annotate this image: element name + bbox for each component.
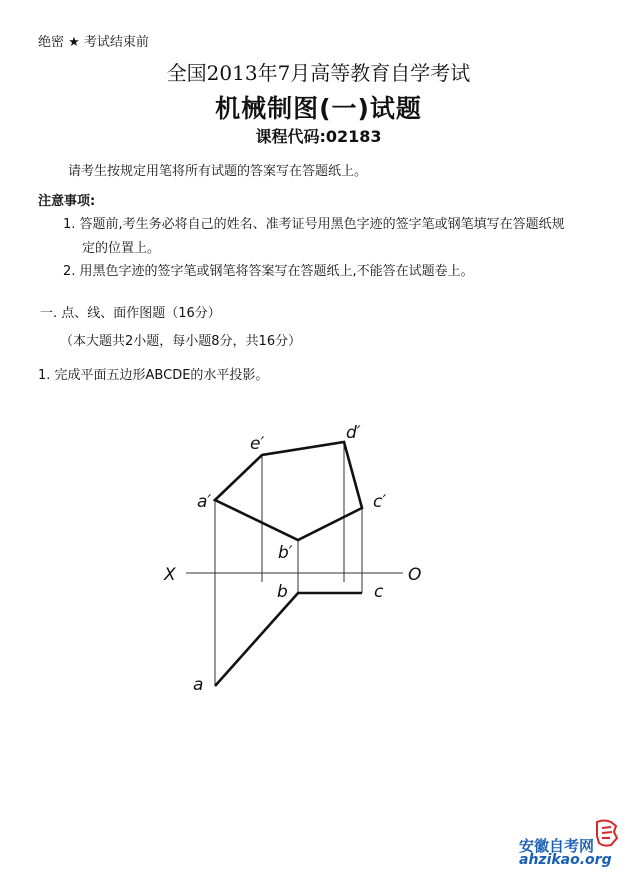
instruction-text: 请考生按规定用笔将所有试题的答案写在答题纸上。 [68, 164, 368, 179]
exam-title: 全国2013年7月高等教育自学考试 [166, 61, 471, 85]
label-c-prime: c′ [373, 492, 387, 512]
question-1: 1. 完成平面五边形ABCDE的水平投影。 [38, 368, 269, 383]
label-a: a [193, 675, 204, 695]
top-view-partial [215, 593, 362, 686]
note-item-1-continued: 定的位置上。 [82, 241, 161, 256]
label-a-prime: a′ [197, 492, 212, 512]
label-axis-o: O [408, 565, 422, 585]
label-c: c [374, 582, 384, 602]
label-d-prime: d′ [346, 423, 361, 443]
section-title: 一. 点、线、面作图题（16分） [40, 306, 221, 321]
section-subtitle: （本大题共2小题，每小题8分，共16分） [60, 334, 302, 349]
label-b: b [277, 582, 288, 602]
front-view-pentagon [215, 442, 362, 540]
notes-title: 注意事项: [38, 194, 96, 209]
label-b-prime: b′ [278, 543, 293, 563]
watermark-text: 安徽自考网 [519, 837, 595, 855]
watermark-url: ahzikao.org [519, 852, 612, 868]
secret-mark: 绝密 ★ 考试结束前 [38, 35, 149, 50]
course-code: 课程代码:02183 [255, 127, 382, 146]
label-axis-x: X [164, 565, 176, 585]
watermark-logo-icon [594, 818, 620, 848]
subject-title: 机械制图(一)试题 [215, 94, 422, 123]
note-item-1: 1. 答题前,考生务必将自己的姓名、准考证号用黑色字迹的签字笔或钢笔填写在答题纸规 [63, 217, 565, 232]
note-item-2: 2. 用黑色字迹的签字笔或钢笔将答案写在答题纸上,不能答在试题卷上。 [63, 264, 474, 279]
label-e-prime: e′ [250, 434, 265, 454]
